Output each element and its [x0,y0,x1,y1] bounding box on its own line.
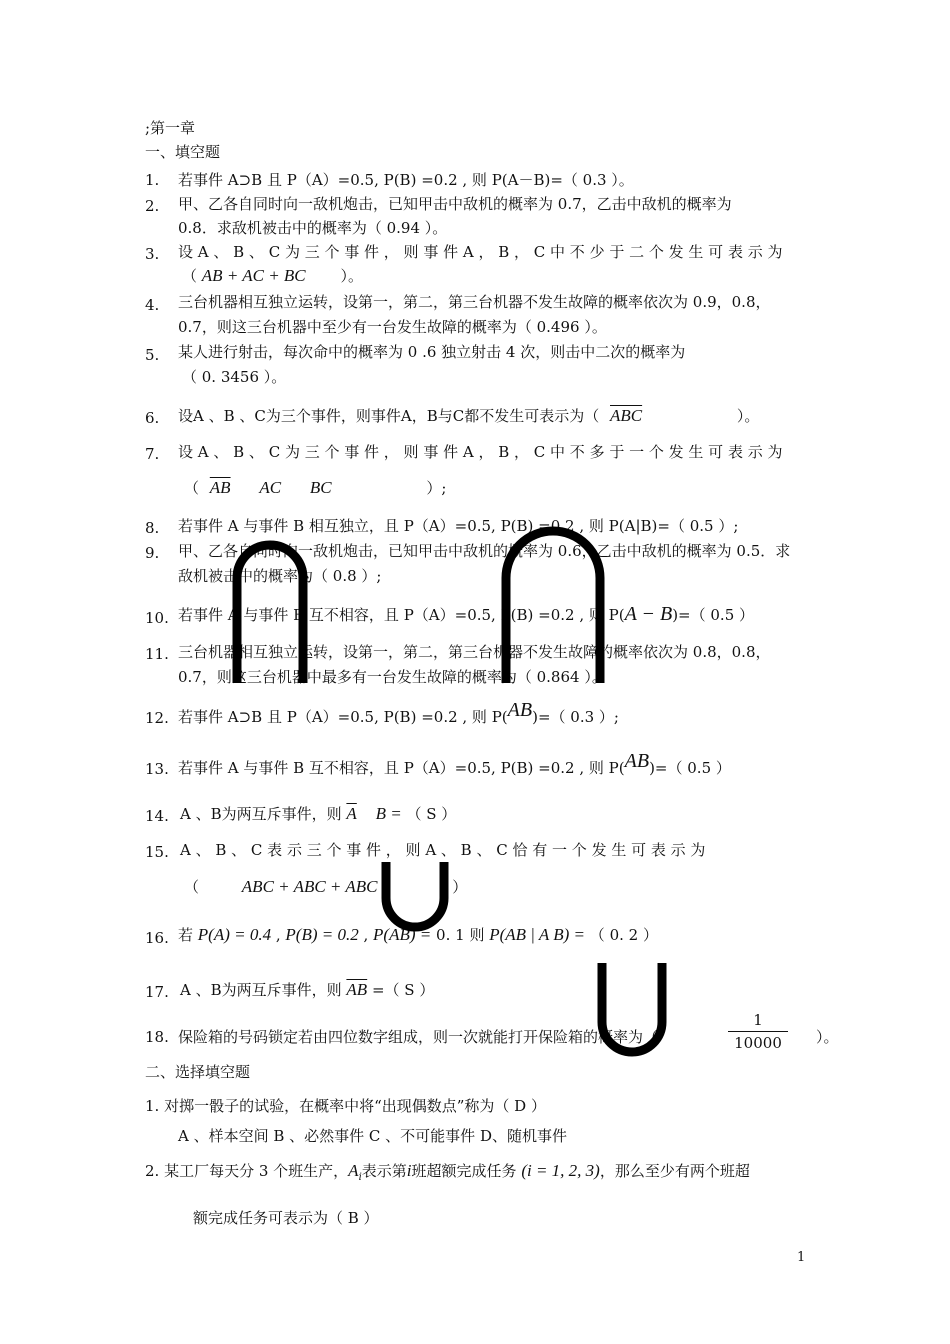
math-expression: ABC + ABC + ABC [241,877,378,896]
question-number: 8. [145,519,160,537]
question-number: 12. [145,709,169,727]
choice-question: 1. 对掷一骰子的试验，在概率中将“出现偶数点”称为（ D ） [145,1097,546,1115]
question-suffix: )=（ 0.3 ）; [532,708,619,726]
question-number: 18. [145,1028,169,1046]
section-heading-choice: 二、选择填空题 [145,1063,251,1081]
question-text: 0.8．求敌机被击中的概率为（ 0.94 ）。 [178,219,448,237]
math-expression: AB [507,699,533,721]
question-prefix: 若事件 A⊃B 且 P（A）=0.5, P(B) =0.2 , 则 P( [178,708,508,726]
question-suffix: )=（ 0.5 ） [672,606,755,624]
question-suffix: )=（ 0.5 ） [649,759,731,777]
open-paren: （ [182,267,198,285]
question-suffix: （ 0. 2 ） [589,926,658,944]
close-paren: ）。 [340,267,363,285]
question-number: 9. [145,544,160,562]
question-text: 设 A 、 B 、 C 为 三 个 事 件 ， 则 事 件 A ， B ， C 中 不 多 于 一 个 发 生 可 表 示 为 [178,443,783,461]
question-suffix: ）。 [736,407,760,425]
denominator: 10000 [734,1034,782,1052]
question-suffix: （ S ） [406,805,457,823]
question-number: 11. [145,645,169,663]
connector: 班超额完成任务 [411,1162,517,1180]
section-heading-fill: 一、填空题 [145,143,221,161]
question-text: 0.7，则这三台机器中最多有一台发生故障的概率为（ 0.864 ）。 [178,668,607,686]
question-number: 15. [145,843,169,861]
question-number: 7. [145,445,160,463]
question-number: 13. [145,760,169,778]
choice-options: A 、样本空间 B 、必然事件 C 、不可能事件 D、随机事件 [178,1127,567,1145]
open-paren: （ [184,479,200,497]
math-expression: AB [624,750,650,772]
question-text: 保险箱的号码锁定若由四位数字组成，则一次就能打开保险箱的概率为（ [178,1028,659,1046]
intersection-symbol [237,545,303,683]
math-expression: $\overline{AB}$ [346,980,368,999]
question-prefix: A 、B为两互斥事件，则 [180,805,342,823]
question-suffix: =（ S ） [371,981,435,999]
question-text: 设 A 、 B 、 C 为 三 个 事 件 ， 则 事 件 A ， B ， C 中 不 少 于 二 个 发 生 可 表 示 为 [178,243,783,261]
close-paren: ） [452,878,468,896]
math-expression: A − B [624,603,673,625]
math-expression: i [406,1161,412,1180]
math-expression: (i = 1, 2, 3) [521,1161,600,1180]
numerator: 1 [753,1011,763,1029]
question-text: 某人进行射击，每次命中的概率为 0 .6 独立射击 4 次，则击中二次的概率为 [178,343,686,361]
chapter-title: ;第一章 [145,119,196,137]
question-number: 3. [145,245,160,263]
intersection-symbol [506,531,600,683]
question-text: 若 P(A) = 0.4 , P(B) = 0.2 , P(AB) = 0. 1 则 P(AB | A B) = （ 0. 2 ） [178,925,658,944]
question-text: 甲、乙各自同时向一敌机炮击，已知甲击中敌机的概率为 0.7，乙击中敌机的概率为 [178,195,732,213]
math-expression: B = [375,804,402,823]
question-number: 4. [145,296,160,314]
question-text: 三台机器相互独立运转，设第一，第二，第三台机器不发生故障的概率依次为 0.8，0.8， [178,643,771,661]
math-expression: $\overline{AB}$ [209,478,231,497]
question-prefix: 若 [178,926,194,944]
question-prefix: 若事件 A 与事件 B 互不相容，且 P（A）=0.5, P(B) =0.2 , 则 P( [178,759,625,777]
union-symbol [602,963,662,1052]
question-text: 敌机被击中的概率为（ 0.8 ）; [178,567,382,585]
subscript: i [358,1172,362,1183]
question-number: 6. [145,409,160,427]
question-prefix: 若事件 A 与事件 B 互不相容，且 P（A）=0.5, P(B) =0.2 , 则 P( [178,606,625,624]
question-text: （ 0. 3456 ）。 [182,368,287,386]
connector: 表示第 [361,1162,407,1180]
math-expression: $\overline{ABC}$ [610,406,643,425]
union-symbol [386,862,444,927]
math-expression: P(AB | A B) = [489,925,586,944]
question-text: 0.7，则这三台机器中至少有一台发生故障的概率为（ 0.496 ）。 [178,318,607,336]
math-expression: P(B) = 0.2 [285,925,359,944]
math-expression: BC [309,478,332,497]
question-suffix: ）。 [816,1028,839,1046]
math-expression: A [348,1161,359,1180]
question-prefix: 2. 某工厂每天分 3 个班生产， [145,1162,349,1180]
page-number: 1 [797,1250,806,1265]
math-expression: P(AB) = [373,925,432,944]
question-text: 三台机器相互独立运转，设第一，第二，第三台机器不发生故障的概率依次为 0.9，0.8， [178,293,771,311]
question-number: 16. [145,929,169,947]
question-prefix: A 、B为两互斥事件，则 [180,981,342,999]
question-suffix: ，那么至少有两个班超 [599,1162,750,1180]
question-number: 14. [145,807,169,825]
question-text: A 、 B 、 C 表 示 三 个 事 件 ， 则 A 、 B 、 C 恰 有 一 个 发 生 可 表 示 为 [180,841,706,859]
math-expression: AB + AC + BC [201,266,306,285]
question-text: 甲、乙各自同时向一敌机炮击，已知甲击中敌机的概率为 0.6，乙击中敌机的概率为 0.5．求 [178,542,791,560]
question-number: 2. [145,197,160,215]
open-paren: （ [184,878,200,896]
math-expression: $\overline{A}$ [346,804,357,823]
question-number: 1. [145,171,160,189]
close-paren: ）; [426,479,447,497]
question-number: 17. [145,983,169,1001]
choice-question: 额完成任务可表示为（ B ） [193,1209,379,1227]
math-expression: P(A) = 0.4 [197,925,272,944]
connector: 则 [469,926,485,944]
value: 0. 1 [436,926,465,944]
math-expression: AC [259,478,282,497]
question-text: 若事件 A⊃B 且 P（A）=0.5, P(B) =0.2 , 则 P(A－B)=（ 0.3 ）。 [178,171,634,189]
question-number: 10. [145,609,169,627]
question-text: 若事件 A 与事件 B 相互独立，且 P（A）=0.5, P(B) =0.2 , 则 P(A|B)=（ 0.5 ）; [178,517,739,535]
question-prefix: 设A 、B 、C为三个事件，则事件A，B与C都不发生可表示为（ [178,407,600,425]
question-number: 5. [145,346,160,364]
